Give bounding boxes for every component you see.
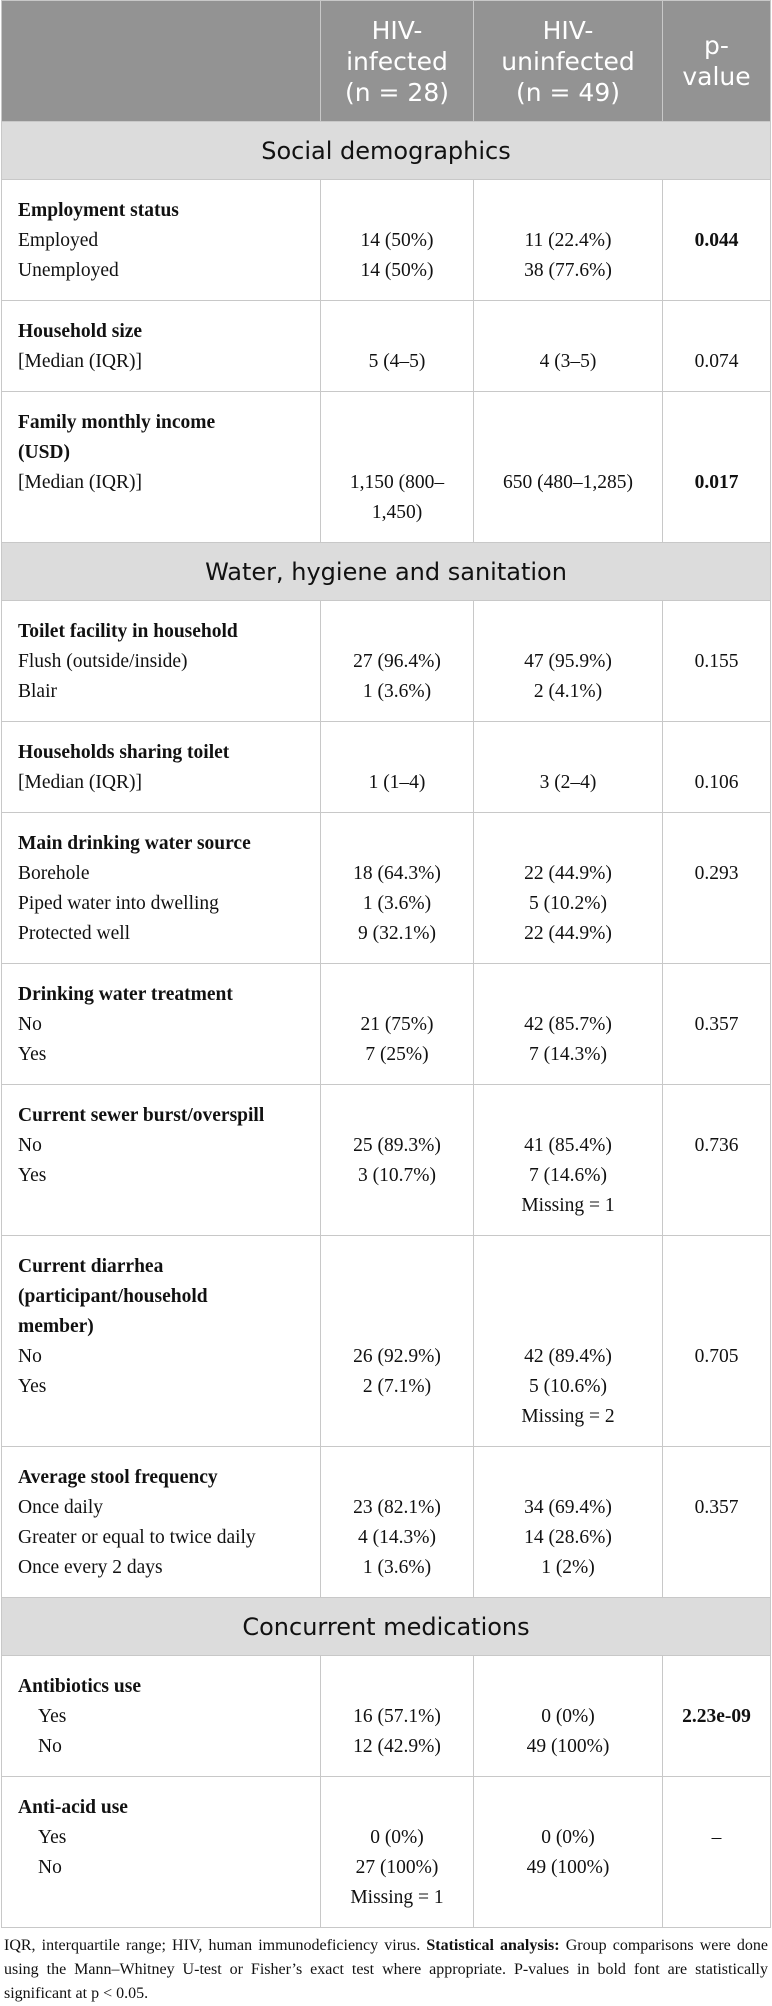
p-value: 2.23e-09 <box>682 1706 751 1727</box>
p-value: 0.357 <box>694 1014 739 1035</box>
table-footnote <box>0 1928 772 2006</box>
p-value: 0.705 <box>694 1346 739 1367</box>
row-title: Average stool frequency <box>18 1467 218 1488</box>
characteristics-table <box>1 0 771 1928</box>
p-value: 0.155 <box>694 651 739 672</box>
p-value: 0.736 <box>694 1135 739 1156</box>
p-value: 0.044 <box>694 230 739 251</box>
header-p-value: p- value <box>663 1 771 122</box>
row-title: Household size <box>18 321 143 342</box>
footnote-stat-text: Group comparisons were done using the Mann–Whitney U-test or Fisher’s exact test where appropriate. P-values in bold font are statistically significant at p < 0.05. <box>4 1937 768 2002</box>
missing-note: Missing = 1 <box>350 1887 444 1908</box>
header-hiv-infected: HIV- infected (n = 28) <box>321 1 474 122</box>
p-value: 0.017 <box>694 472 739 493</box>
p-value: – <box>711 1827 722 1848</box>
table-row: Current sewer burst/overspill No Yes 25 (89.3%) 3 (10.7%) 41 (85.4%) 7 (14.6%) Missing = 1 0.736 <box>2 1085 771 1236</box>
table-row: Household size [Median (IQR)] 5 (4–5) 4 (3–5) 0.074 <box>2 301 771 392</box>
section-header <box>2 122 771 180</box>
missing-note: Missing = 2 <box>521 1406 615 1427</box>
table-row: Drinking water treatment No Yes 21 (75%) 7 (25%) 42 (85.7%) 7 (14.3%) 0.357 <box>2 964 771 1085</box>
table-row: Current diarrhea (participant/household member) No Yes 26 (92.9%) 2 (7.1%) 42 (89.4%) 5 (10.6%) Missing = 2 0.705 <box>2 1236 771 1447</box>
row-title: Toilet facility in household <box>18 621 238 642</box>
table-row: Main drinking water source Borehole Piped water into dwelling Protected well 18 (64.3%) 1 (3.6%) 9 (32.1%) 22 (44.9%) 5 (10.2%) 22 (44.9%) 0.293 <box>2 813 771 964</box>
table-row: Anti-acid use Yes No 0 (0%) 27 (100%) Missing = 1 0 (0%) 49 (100%) – <box>2 1777 771 1928</box>
section-meds-title: Concurrent medications <box>2 1598 771 1656</box>
row-title: Main drinking water source <box>18 833 251 854</box>
footnote-abbrev: IQR, interquartile range; HIV, human immunodeficiency virus. <box>4 1937 421 1954</box>
table-row: Toilet facility in household Flush (outside/inside) Blair 27 (96.4%) 1 (3.6%) 47 (95.9%) 2 (4.1%) 0.155 <box>2 601 771 722</box>
section-header <box>2 1598 771 1656</box>
section-header <box>2 543 771 601</box>
table-row: Antibiotics use Yes No 16 (57.1%) 12 (42.9%) 0 (0%) 49 (100%) 2.23e-09 <box>2 1656 771 1777</box>
p-value: 0.074 <box>694 351 739 372</box>
header-row <box>2 1 771 122</box>
p-value: 0.357 <box>694 1497 739 1518</box>
table-row: Employment status Employed Unemployed 14 (50%) 14 (50%) 11 (22.4%) 38 (77.6%) 0.044 <box>2 180 771 301</box>
table-row: Households sharing toilet [Median (IQR)] 1 (1–4) 3 (2–4) 0.106 <box>2 722 771 813</box>
p-value: 0.106 <box>694 772 739 793</box>
row-title: Current sewer burst/overspill <box>18 1105 265 1126</box>
row-title: Family monthly income <box>18 412 216 433</box>
table-row: Family monthly income (USD) [Median (IQR)] 1,150 (800– 1,450) 650 (480–1,285) 0.017 <box>2 392 771 543</box>
header-hiv-uninfected: HIV- uninfected (n = 49) <box>474 1 663 122</box>
section-water-title: Water, hygiene and sanitation <box>2 543 771 601</box>
table-row: Average stool frequency Once daily Greater or equal to twice daily Once every 2 days 23 (82.1%) 4 (14.3%) 1 (3.6%) 34 (69.4%) 14 (28.6%) 1 (2%) 0.357 <box>2 1447 771 1598</box>
row-title: Drinking water treatment <box>18 984 233 1005</box>
section-social-title: Social demographics <box>2 122 771 180</box>
row-title: Antibiotics use <box>18 1676 141 1697</box>
row-title: Anti-acid use <box>18 1797 128 1818</box>
header-variable <box>2 1 321 122</box>
p-value: 0.293 <box>694 863 739 884</box>
row-title: Current diarrhea <box>18 1256 164 1277</box>
footnote-stat-label: Statistical analysis: <box>426 1937 560 1954</box>
row-title: Employment status <box>18 200 179 221</box>
row-title: Households sharing toilet <box>18 742 230 763</box>
missing-note: Missing = 1 <box>521 1195 615 1216</box>
